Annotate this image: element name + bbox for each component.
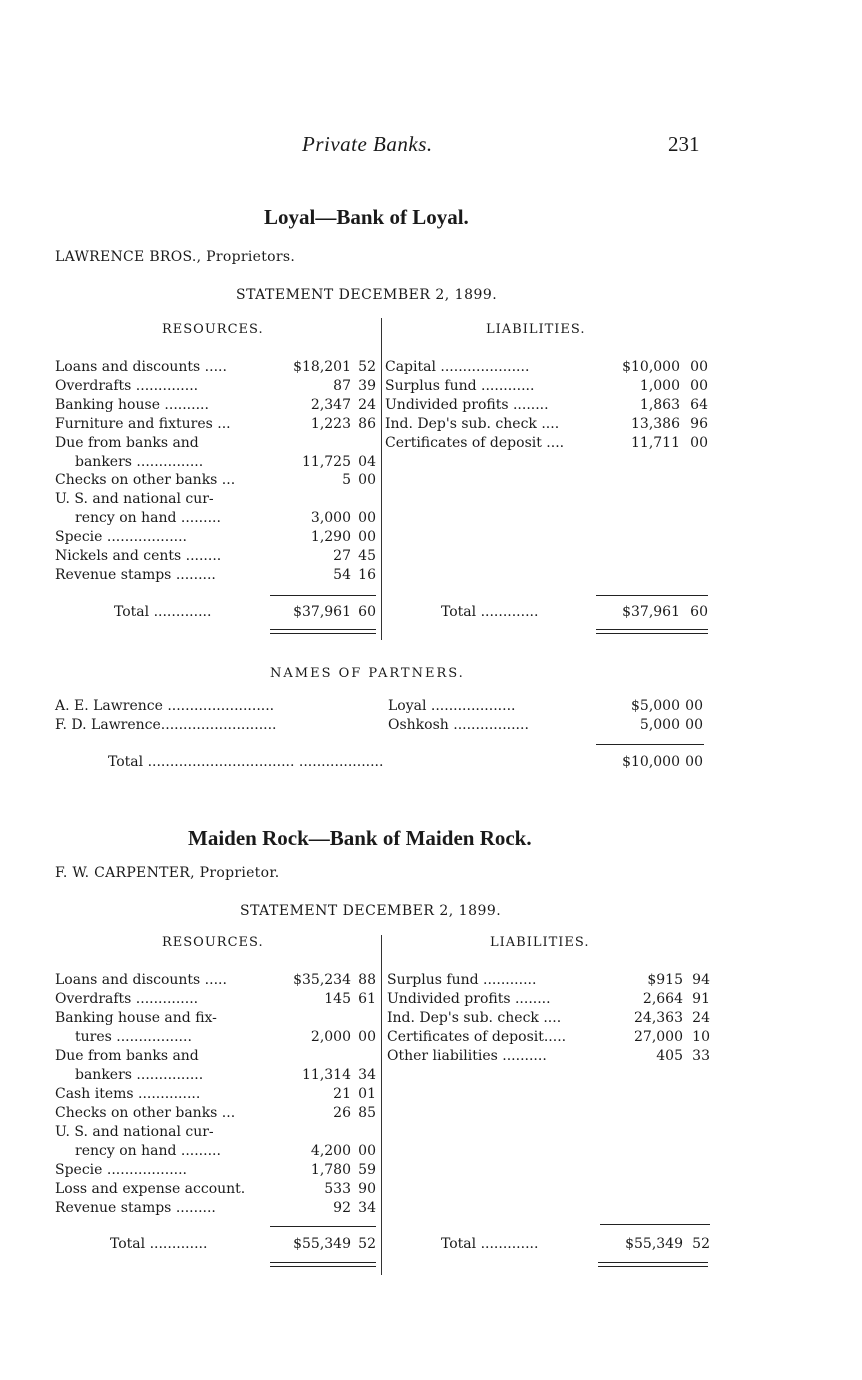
line-item-label: bankers ............... — [75, 453, 204, 470]
line-item-label: Revenue stamps ......... — [55, 1200, 216, 1216]
liabilities-double-rule — [598, 1262, 708, 1267]
amount-cents: 61 — [358, 991, 376, 1007]
amount-cents: 96 — [690, 415, 708, 432]
amount-cents: 00 — [685, 717, 703, 733]
total-cents: 52 — [692, 1236, 710, 1252]
resources-heading: RESOURCES. — [162, 935, 264, 950]
line-item-label: A. E. Lawrence ........................ — [55, 698, 275, 714]
total-cents: 60 — [358, 604, 376, 620]
resources-sum-rule — [270, 1226, 376, 1227]
amount-cents: 00 — [690, 377, 708, 394]
total-dollars: $37,961 — [293, 604, 351, 620]
partners-sum-rule — [596, 744, 704, 745]
line-item-label: Overdrafts .............. — [55, 377, 199, 394]
liabilities-sum-rule — [596, 595, 708, 596]
line-item-label: Loans and discounts ..... — [55, 972, 227, 988]
line-item-label: Specie .................. — [55, 1162, 187, 1178]
amount-dollars: 11,725 — [302, 453, 351, 470]
amount-cents: 00 — [358, 510, 376, 527]
amount-cents: 39 — [358, 377, 376, 394]
amount-dollars: 11,711 — [631, 434, 680, 451]
amount-dollars: 1,223 — [310, 415, 351, 432]
column-divider — [381, 318, 382, 640]
resources-sum-rule — [270, 595, 376, 596]
amount-dollars: $10,000 — [622, 359, 680, 375]
amount-dollars: 2,347 — [310, 396, 351, 413]
line-item-label: Banking house .......... — [55, 396, 209, 413]
amount-cents: 24 — [358, 396, 376, 413]
amount-dollars: 1,000 — [639, 377, 680, 394]
total-dollars: $10,000 — [622, 754, 680, 770]
amount-dollars: 26 — [333, 1105, 351, 1121]
amount-cents: 16 — [358, 566, 376, 583]
amount-cents: 00 — [690, 359, 708, 375]
line-item-label: Overdrafts .............. — [55, 991, 199, 1007]
resources-heading: RESOURCES. — [162, 322, 264, 337]
amount-dollars: 405 — [656, 1048, 683, 1064]
amount-dollars: 2,000 — [310, 1029, 351, 1045]
amount-cents: 64 — [690, 396, 708, 413]
amount-cents: 34 — [358, 1067, 376, 1083]
line-item-label: Cash items .............. — [55, 1086, 201, 1102]
amount-dollars: 27 — [333, 548, 351, 564]
liabilities-double-rule — [596, 629, 708, 634]
amount-dollars: 145 — [324, 991, 351, 1007]
line-item-label: Loss and expense account. — [55, 1181, 246, 1197]
amount-dollars: 1,290 — [310, 529, 351, 546]
resources-double-rule — [270, 629, 376, 634]
amount-cents: 94 — [692, 972, 710, 988]
line-item-label: Furniture and fixtures ... — [55, 415, 231, 432]
partner-residence: Loyal ................... — [388, 698, 516, 714]
amount-cents: 00 — [358, 472, 376, 489]
total-dollars: $37,961 — [622, 604, 680, 620]
amount-dollars: 11,314 — [302, 1067, 351, 1083]
line-item-label: Certificates of deposit..... — [387, 1029, 567, 1045]
page-number: 231 — [668, 132, 700, 156]
amount-cents: 00 — [358, 529, 376, 546]
amount-cents: 00 — [690, 434, 708, 451]
amount-dollars: 2,664 — [642, 991, 683, 1007]
line-item-label: rency on hand ......... — [75, 510, 221, 527]
total-label: Total ............. — [441, 1236, 539, 1252]
statement-date: STATEMENT DECEMBER 2, 1899. — [236, 287, 498, 303]
amount-dollars: $35,234 — [293, 972, 351, 988]
amount-dollars: 1,780 — [310, 1162, 351, 1178]
bank-title: Loyal—Bank of Loyal. — [264, 205, 469, 229]
line-item-label: Specie .................. — [55, 529, 187, 546]
line-item-label: Due from banks and — [55, 434, 199, 451]
total-dollars: $55,349 — [293, 1236, 351, 1252]
line-item-label: Due from banks and — [55, 1048, 199, 1064]
proprietors: F. W. CARPENTER, Proprietor. — [55, 865, 280, 881]
total-label: Total ................................. ................... — [108, 754, 384, 770]
amount-dollars: 5 — [342, 472, 351, 489]
total-dollars: $55,349 — [625, 1236, 683, 1252]
line-item-label: Undivided profits ........ — [385, 396, 549, 413]
amount-cents: 00 — [358, 1143, 376, 1159]
line-item-label: Ind. Dep's sub. check .... — [387, 1010, 562, 1026]
line-item-label: Loans and discounts ..... — [55, 359, 227, 375]
line-item-label: U. S. and national cur- — [55, 491, 214, 508]
line-item-label: bankers ............... — [75, 1067, 204, 1083]
line-item-label: Checks on other banks ... — [55, 472, 236, 489]
amount-dollars: 54 — [333, 566, 351, 583]
running-title: Private Banks. — [302, 132, 433, 156]
amount-dollars: 13,386 — [631, 415, 680, 432]
line-item-label: Banking house and fix- — [55, 1010, 217, 1026]
amount-cents: 86 — [358, 415, 376, 432]
amount-dollars: 87 — [333, 377, 351, 394]
amount-dollars: 24,363 — [634, 1010, 683, 1026]
resources-double-rule — [270, 1262, 376, 1267]
amount-dollars: 3,000 — [310, 510, 351, 527]
amount-dollars: 27,000 — [634, 1029, 683, 1045]
partner-residence: Oshkosh ................. — [388, 717, 529, 733]
line-item-label: Surplus fund ............ — [385, 377, 535, 394]
amount-cents: 90 — [358, 1181, 376, 1197]
amount-dollars: 1,863 — [639, 396, 680, 413]
amount-cents: 01 — [358, 1086, 376, 1102]
amount-dollars: 21 — [333, 1086, 351, 1102]
amount-dollars: 533 — [324, 1181, 351, 1197]
line-item-label: U. S. and national cur- — [55, 1124, 214, 1140]
proprietors: LAWRENCE BROS., Proprietors. — [55, 249, 296, 265]
amount-cents: 52 — [358, 359, 376, 375]
partners-heading: NAMES OF PARTNERS. — [270, 666, 465, 681]
amount-dollars: $18,201 — [293, 359, 351, 375]
liabilities-sum-rule — [600, 1224, 710, 1225]
total-label: Total ............. — [114, 604, 212, 620]
line-item-label: rency on hand ......... — [75, 1143, 221, 1159]
amount-cents: 88 — [358, 972, 376, 988]
column-divider — [381, 935, 382, 1275]
line-item-label: Certificates of deposit .... — [385, 434, 565, 451]
amount-cents: 91 — [692, 991, 710, 1007]
liabilities-heading: LIABILITIES. — [490, 935, 590, 950]
bank-title: Maiden Rock—Bank of Maiden Rock. — [188, 826, 532, 850]
amount-dollars: 4,200 — [310, 1143, 351, 1159]
amount-cents: 33 — [692, 1048, 710, 1064]
line-item-label: Other liabilities .......... — [387, 1048, 547, 1064]
statement-date: STATEMENT DECEMBER 2, 1899. — [240, 903, 502, 919]
line-item-label: Revenue stamps ......... — [55, 566, 216, 583]
line-item-label: Undivided profits ........ — [387, 991, 551, 1007]
line-item-label: tures ................. — [75, 1029, 192, 1045]
amount-dollars: 92 — [333, 1200, 351, 1216]
amount-cents: 24 — [692, 1010, 710, 1026]
amount-cents: 45 — [358, 548, 376, 564]
liabilities-heading: LIABILITIES. — [486, 322, 586, 337]
amount-cents: 59 — [358, 1162, 376, 1178]
line-item-label: F. D. Lawrence.......................... — [55, 717, 277, 733]
amount-cents: 10 — [692, 1029, 710, 1045]
total-cents: 60 — [690, 604, 708, 620]
amount-cents: 00 — [358, 1029, 376, 1045]
amount-dollars: $5,000 — [631, 698, 680, 714]
amount-cents: 04 — [358, 453, 376, 470]
amount-cents: 85 — [358, 1105, 376, 1121]
amount-cents: 34 — [358, 1200, 376, 1216]
line-item-label: Nickels and cents ........ — [55, 548, 222, 564]
amount-dollars: 5,000 — [639, 717, 680, 733]
total-cents: 00 — [685, 754, 703, 770]
line-item-label: Capital .................... — [385, 359, 530, 375]
total-label: Total ............. — [110, 1236, 208, 1252]
line-item-label: Checks on other banks ... — [55, 1105, 236, 1121]
line-item-label: Ind. Dep's sub. check .... — [385, 415, 560, 432]
total-cents: 52 — [358, 1236, 376, 1252]
amount-cents: 00 — [685, 698, 703, 714]
amount-dollars: $915 — [647, 972, 683, 988]
line-item-label: Surplus fund ............ — [387, 972, 537, 988]
total-label: Total ............. — [441, 604, 539, 620]
